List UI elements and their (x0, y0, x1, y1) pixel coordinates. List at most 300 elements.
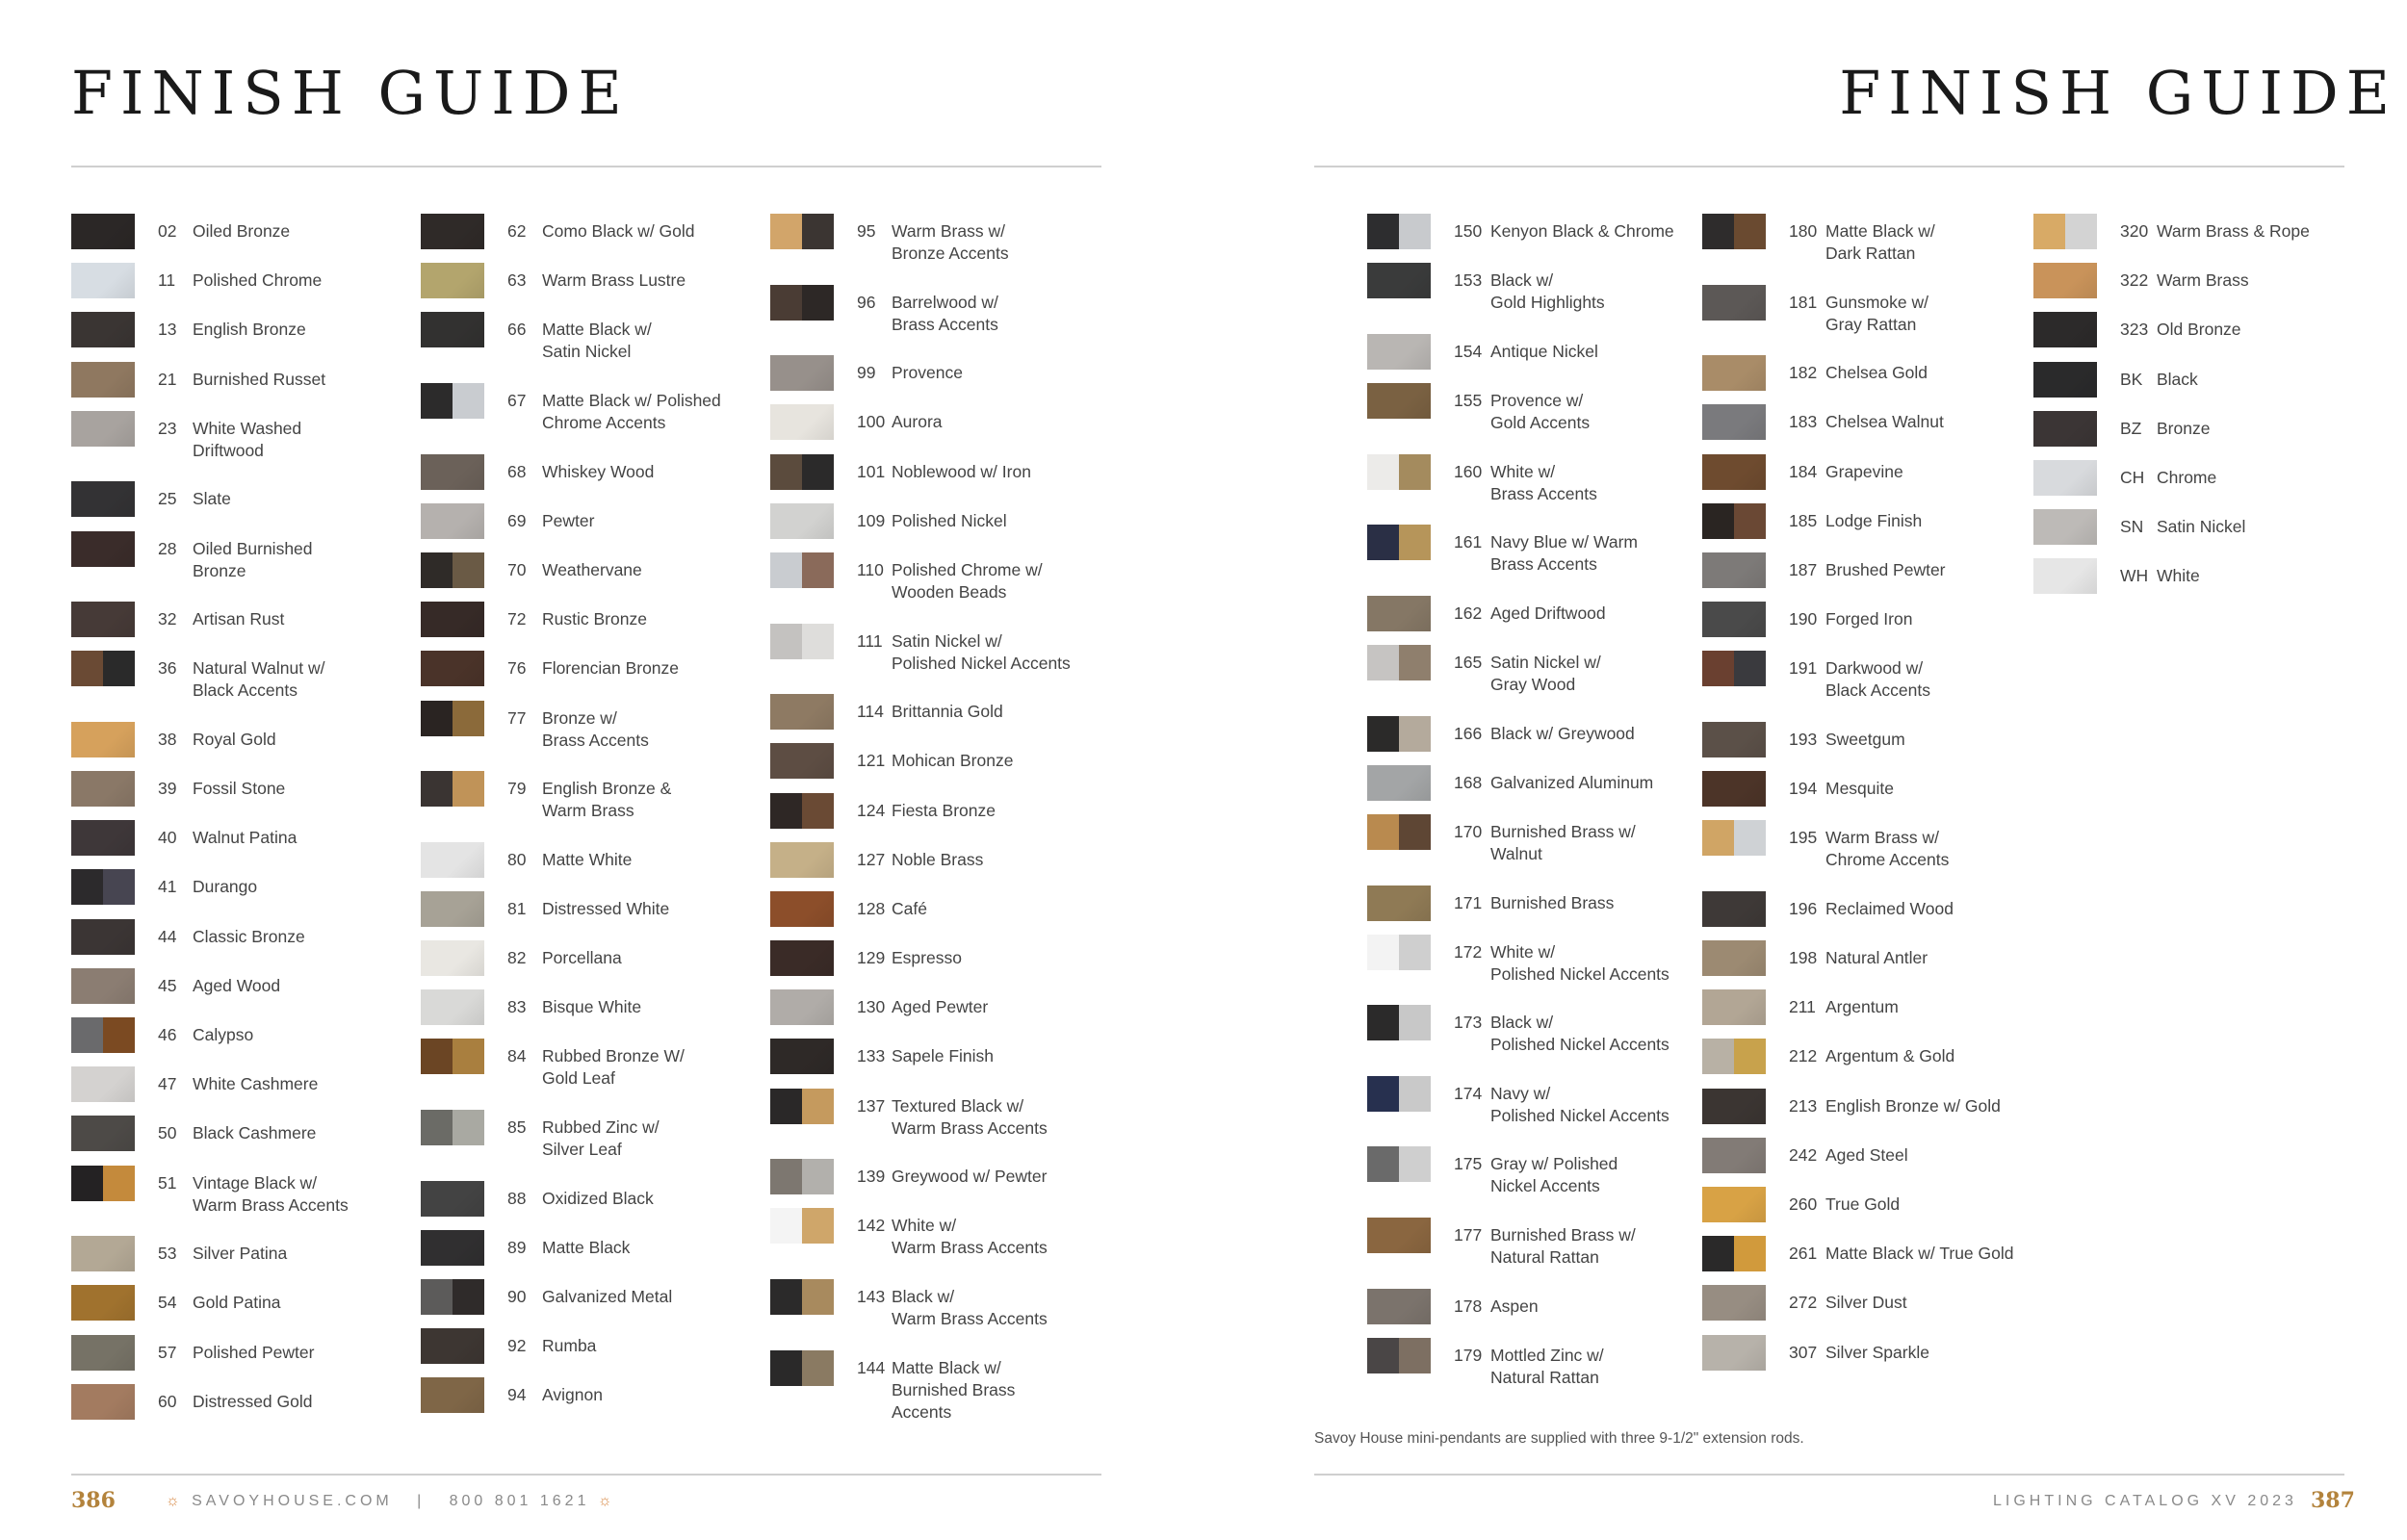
footer-rule (1314, 1474, 2344, 1476)
finish-label: English Bronze w/ Gold (1825, 1095, 2001, 1116)
finish-item (421, 940, 721, 989)
finish-code: 181 (1789, 292, 1818, 312)
finish-swatch (421, 454, 484, 490)
finish-swatch (421, 602, 484, 637)
finish-label: Distressed White (542, 898, 670, 918)
finish-code: 82 (507, 948, 527, 968)
finish-code: WH (2120, 566, 2149, 586)
finish-swatch (770, 940, 834, 976)
finish-swatch (770, 214, 834, 249)
finish-swatch (421, 552, 484, 588)
finish-code: 211 (1789, 997, 1816, 1017)
finish-item (71, 820, 349, 869)
finish-swatch (1702, 1138, 1766, 1173)
finish-item (770, 1159, 1071, 1208)
finish-swatch (71, 722, 135, 757)
finish-swatch (421, 651, 484, 686)
finish-code: 62 (507, 221, 527, 241)
finish-swatch (770, 694, 834, 730)
finish-code: 160 (1454, 461, 1483, 481)
finish-code: 194 (1789, 779, 1818, 799)
finish-item (770, 1350, 1071, 1444)
finish-code: 193 (1789, 729, 1818, 749)
finish-swatch (71, 362, 135, 398)
finish-item (1702, 602, 2014, 651)
finish-label: Vintage Black w/ Warm Brass Accents (193, 1172, 349, 1215)
finish-item (2033, 460, 2310, 509)
finish-item (770, 842, 1071, 891)
finish-code: 307 (1789, 1342, 1818, 1362)
finish-code: 96 (857, 292, 876, 312)
finish-code: 175 (1454, 1154, 1483, 1174)
finish-label: Pewter (542, 510, 595, 530)
finish-swatch (1367, 1289, 1431, 1324)
finish-code: 36 (158, 658, 177, 679)
finish-code: 187 (1789, 559, 1818, 579)
finish-swatch (2033, 263, 2097, 298)
finish-item (1702, 285, 2014, 356)
finish-label: Chelsea Walnut (1825, 412, 1944, 432)
finish-item (2033, 214, 2310, 263)
finish-code: 150 (1454, 221, 1483, 241)
finish-label: Aged Wood (193, 975, 281, 995)
finish-label: Navy w/ Polished Nickel Accents (1490, 1083, 1669, 1125)
finish-code: 213 (1789, 1095, 1818, 1116)
finish-swatch (770, 891, 834, 927)
finish-item (1367, 1005, 1674, 1076)
finish-label: Polished Nickel (892, 510, 1007, 530)
finish-swatch (1702, 1335, 1766, 1371)
finish-label: Espresso (892, 948, 962, 968)
finish-item (770, 214, 1071, 285)
finish-swatch (770, 743, 834, 779)
finish-label: Silver Dust (1825, 1293, 1907, 1313)
finish-item (1702, 552, 2014, 602)
finish-code: 162 (1454, 603, 1483, 623)
finish-item (421, 1181, 721, 1230)
finish-swatch (770, 355, 834, 391)
finish-item (421, 1328, 721, 1377)
finish-label: Burnished Brass (1490, 892, 1615, 912)
finish-swatch (770, 503, 834, 539)
finish-swatch (421, 989, 484, 1025)
finish-swatch (71, 1384, 135, 1420)
finish-code: 70 (507, 559, 527, 579)
finish-swatch (71, 214, 135, 249)
finish-item (71, 602, 349, 651)
finish-label: White Washed Driftwood (193, 418, 302, 460)
finish-label: Matte Black (542, 1237, 631, 1257)
finish-swatch (770, 1039, 834, 1074)
finish-label: Darkwood w/ Black Accents (1825, 658, 1930, 701)
finish-swatch (1702, 891, 1766, 927)
finish-label: Antique Nickel (1490, 341, 1598, 361)
finish-item (71, 1066, 349, 1116)
finish-item (770, 1089, 1071, 1160)
finish-label: Fiesta Bronze (892, 800, 996, 820)
finish-code: 63 (507, 270, 527, 291)
finish-swatch (71, 820, 135, 856)
finish-item (770, 285, 1071, 356)
finish-swatch (1702, 285, 1766, 321)
finish-item (770, 624, 1071, 695)
finish-code: 154 (1454, 341, 1483, 361)
finish-item (1367, 1338, 1674, 1409)
finish-label: Distressed Gold (193, 1391, 313, 1411)
finish-swatch (1367, 596, 1431, 631)
finish-item (1367, 1289, 1674, 1338)
finish-code: 81 (507, 898, 527, 918)
finish-label: Burnished Brass w/ Walnut (1490, 821, 1636, 863)
finish-label: English Bronze & Warm Brass (542, 779, 672, 821)
finish-item (2033, 312, 2310, 361)
footer-contact (166, 1493, 616, 1510)
finish-code: 44 (158, 926, 177, 946)
finish-label: Black w/ Greywood (1490, 723, 1635, 743)
finish-label: Aged Pewter (892, 997, 989, 1017)
finish-item (2033, 263, 2310, 312)
finish-label: Artisan Rust (193, 609, 285, 629)
finish-code: 168 (1454, 772, 1483, 792)
finish-label: Matte Black w/ Dark Rattan (1825, 221, 1935, 263)
finish-swatch (71, 1066, 135, 1102)
finish-code: 272 (1789, 1293, 1818, 1313)
finish-label: Warm Brass w/ Bronze Accents (892, 221, 1009, 263)
finish-code: 85 (507, 1117, 527, 1138)
finish-swatch (2033, 214, 2097, 249)
finish-swatch (421, 1230, 484, 1266)
finish-item (421, 214, 721, 263)
finish-code: 84 (507, 1046, 527, 1066)
finish-swatch (1367, 263, 1431, 298)
finish-label: Gunsmoke w/ Gray Rattan (1825, 292, 1928, 334)
finish-item (421, 651, 721, 700)
finish-swatch (2033, 460, 2097, 496)
finish-code: 190 (1789, 609, 1818, 629)
finish-item (421, 312, 721, 383)
finish-item (71, 1017, 349, 1066)
finish-code: 242 (1789, 1144, 1818, 1165)
finish-label: Matte White (542, 849, 633, 869)
finish-code: 54 (158, 1293, 177, 1313)
finish-swatch (421, 1181, 484, 1217)
finish-swatch (1702, 503, 1766, 539)
finish-swatch (421, 1377, 484, 1413)
finish-swatch (1702, 1089, 1766, 1124)
finish-label: Natural Walnut w/ Black Accents (193, 658, 325, 701)
finish-code: 170 (1454, 821, 1483, 841)
finish-item (71, 1335, 349, 1384)
finish-label: Bronze w/ Brass Accents (542, 707, 649, 750)
finish-label: Greywood w/ Pewter (892, 1167, 1048, 1187)
finish-item (71, 531, 349, 603)
finish-code: CH (2120, 467, 2145, 487)
finish-swatch (770, 1208, 834, 1244)
finish-code: 46 (158, 1025, 177, 1045)
finish-swatch (71, 531, 135, 567)
finish-item (1367, 596, 1674, 645)
finish-swatch (1702, 552, 1766, 588)
finish-item (421, 1110, 721, 1181)
finish-swatch (421, 263, 484, 298)
finish-code: 129 (857, 948, 886, 968)
finish-code: 212 (1789, 1046, 1818, 1066)
finish-code: 25 (158, 489, 177, 509)
finish-item (71, 1384, 349, 1433)
finish-code: BZ (2120, 418, 2142, 438)
finish-item (1367, 886, 1674, 935)
finish-item (1702, 503, 2014, 552)
finish-code: 196 (1789, 898, 1818, 918)
finish-swatch (1702, 820, 1766, 856)
finish-label: Mesquite (1825, 779, 1895, 799)
finish-label: Burnished Brass w/ Natural Rattan (1490, 1225, 1636, 1268)
finish-label: Argentum & Gold (1825, 1046, 1955, 1066)
finish-swatch (71, 1285, 135, 1321)
finish-label: Forged Iron (1825, 609, 1913, 629)
finish-label: Satin Nickel (2157, 517, 2246, 537)
finish-label: Bisque White (542, 997, 642, 1017)
finish-item (770, 743, 1071, 792)
finish-code: 41 (158, 877, 177, 897)
finish-label: Black Cashmere (193, 1123, 317, 1143)
finish-label: English Bronze (193, 320, 306, 340)
finish-item (1702, 1039, 2014, 1088)
finish-swatch (421, 1110, 484, 1145)
finish-swatch (770, 1159, 834, 1194)
finish-label: Matte Black w/ Burnished Brass Accents (892, 1357, 1016, 1422)
finish-label: Gold Patina (193, 1293, 281, 1313)
finish-swatch (1702, 1187, 1766, 1222)
finish-label: Warm Brass & Rope (2157, 221, 2310, 241)
finish-item (421, 771, 721, 842)
footnote: Savoy House mini-pendants are supplied with three 9-1/2" extension rods. (1314, 1430, 1804, 1447)
finish-code: 322 (2120, 270, 2149, 291)
finish-label: Galvanized Metal (542, 1287, 673, 1306)
finish-code: 28 (158, 538, 177, 558)
finish-code: 165 (1454, 652, 1483, 672)
finish-swatch (770, 1350, 834, 1386)
finish-code: 261 (1789, 1244, 1818, 1264)
finish-label: Matte Black w/ True Gold (1825, 1244, 2014, 1264)
finish-label: Satin Nickel w/ Polished Nickel Accents (892, 630, 1071, 673)
finish-item (1702, 989, 2014, 1039)
finish-swatch (1367, 645, 1431, 680)
finish-code: 153 (1454, 270, 1483, 291)
finish-label: Café (892, 898, 927, 918)
finish-label: Provence w/ Gold Accents (1490, 390, 1591, 432)
finish-swatch (1702, 404, 1766, 440)
finish-item (421, 454, 721, 503)
finish-label: Warm Brass Lustre (542, 270, 686, 291)
finish-swatch (71, 411, 135, 447)
finish-swatch (1702, 651, 1766, 686)
finish-item (1702, 1335, 2014, 1384)
finish-item (71, 411, 349, 482)
finish-code: 38 (158, 729, 177, 749)
finish-column-2 (421, 214, 721, 1427)
page-right (1204, 0, 2407, 1540)
finish-item (71, 968, 349, 1017)
finish-label: Rustic Bronze (542, 609, 647, 629)
finish-code: 127 (857, 849, 886, 869)
finish-label: Rumba (542, 1336, 597, 1356)
finish-label: Matte Black w/ Polished Chrome Accents (542, 390, 721, 432)
finish-label: Polished Chrome (193, 270, 323, 291)
finish-column-1 (71, 214, 349, 1433)
finish-code: 69 (507, 510, 527, 530)
finish-swatch (1702, 602, 1766, 637)
finish-code: 130 (857, 997, 886, 1017)
finish-code: 83 (507, 997, 527, 1017)
finish-item (1367, 525, 1674, 596)
finish-code: 23 (158, 418, 177, 438)
finish-item (1702, 1187, 2014, 1236)
finish-code: 195 (1789, 828, 1818, 848)
finish-item (2033, 362, 2310, 411)
finish-item (770, 694, 1071, 743)
finish-label: Silver Sparkle (1825, 1342, 1929, 1362)
finish-label: Grapevine (1825, 461, 1903, 481)
finish-code: 80 (507, 849, 527, 869)
header-rule (71, 166, 1101, 167)
finish-label: Silver Patina (193, 1244, 288, 1264)
finish-item (71, 869, 349, 918)
finish-label: Polished Pewter (193, 1342, 315, 1362)
finish-item (421, 891, 721, 940)
finish-item (71, 1116, 349, 1165)
finish-code: 77 (507, 707, 527, 728)
finish-swatch (1367, 1338, 1431, 1373)
finish-item (1367, 383, 1674, 454)
finish-item (770, 891, 1071, 940)
finish-swatch (71, 919, 135, 955)
footer-rule (71, 1474, 1101, 1476)
finish-item (1702, 1089, 2014, 1138)
finish-code: 13 (158, 320, 177, 340)
finish-code: 99 (857, 363, 876, 383)
finish-item (1367, 716, 1674, 765)
finish-code: 60 (158, 1391, 177, 1411)
finish-code: 143 (857, 1287, 886, 1306)
finish-label: Royal Gold (193, 729, 276, 749)
finish-code: 111 (857, 630, 883, 651)
finish-label: Walnut Patina (193, 828, 298, 848)
finish-code: 185 (1789, 510, 1818, 530)
finish-label: Polished Chrome w/ Wooden Beads (892, 559, 1043, 602)
finish-swatch (71, 651, 135, 686)
finish-code: BK (2120, 369, 2143, 389)
finish-code: 51 (158, 1172, 177, 1193)
finish-swatch (770, 793, 834, 829)
finish-label: Black w/ Gold Highlights (1490, 270, 1605, 313)
finish-label: Oiled Bronze (193, 221, 291, 241)
finish-code: 137 (857, 1095, 886, 1116)
finish-item (1367, 454, 1674, 526)
finish-item (1702, 404, 2014, 453)
finish-label: True Gold (1825, 1194, 1901, 1214)
finish-label: Florencian Bronze (542, 658, 680, 679)
page-title: FINISH GUIDE (71, 58, 630, 128)
finish-item (421, 602, 721, 651)
finish-code: 166 (1454, 723, 1483, 743)
finish-code: 155 (1454, 390, 1483, 410)
finish-label: Lodge Finish (1825, 510, 1923, 530)
finish-code: 128 (857, 898, 886, 918)
page-title: FINISH GUIDE (1839, 58, 2397, 128)
finish-code: 171 (1454, 892, 1483, 912)
finish-item (1367, 765, 1674, 814)
finish-label: White (2157, 566, 2200, 586)
finish-item (1702, 1138, 2014, 1187)
finish-item (71, 481, 349, 530)
finish-swatch (1702, 771, 1766, 807)
finish-code: 184 (1789, 461, 1818, 481)
finish-label: White w/ Warm Brass Accents (892, 1216, 1048, 1258)
finish-code: 50 (158, 1123, 177, 1143)
finish-label: Old Bronze (2157, 320, 2241, 340)
finish-code: 174 (1454, 1083, 1483, 1103)
finish-swatch (770, 454, 834, 490)
finish-label: Black w/ Warm Brass Accents (892, 1287, 1048, 1328)
finish-swatch (770, 624, 834, 659)
finish-code: 45 (158, 975, 177, 995)
finish-swatch (421, 842, 484, 878)
finish-swatch (770, 989, 834, 1025)
finish-item (421, 842, 721, 891)
finish-code: 79 (507, 779, 527, 799)
finish-swatch (71, 602, 135, 637)
finish-item (1367, 1218, 1674, 1289)
finish-label: Como Black w/ Gold (542, 221, 695, 241)
finish-swatch (2033, 509, 2097, 545)
finish-swatch (71, 481, 135, 517)
finish-item (1367, 645, 1674, 716)
finish-item (71, 214, 349, 263)
finish-item (71, 362, 349, 411)
finish-item (71, 919, 349, 968)
finish-code: 100 (857, 412, 886, 432)
finish-code: 172 (1454, 941, 1483, 962)
sun-icon: ☼ (597, 1493, 616, 1509)
finish-swatch (421, 503, 484, 539)
finish-label: Rubbed Bronze W/ Gold Leaf (542, 1046, 685, 1089)
finish-swatch (1702, 355, 1766, 391)
finish-swatch (421, 940, 484, 976)
finish-item (421, 701, 721, 772)
finish-item (770, 989, 1071, 1039)
finish-label: Noblewood w/ Iron (892, 461, 1031, 481)
finish-code: 47 (158, 1074, 177, 1094)
finish-item (1702, 771, 2014, 820)
finish-item (71, 1285, 349, 1334)
finish-code: 109 (857, 510, 886, 530)
finish-item (770, 454, 1071, 503)
finish-code: 21 (158, 369, 177, 389)
finish-swatch (1367, 1076, 1431, 1112)
finish-item (770, 1279, 1071, 1350)
finish-item (421, 1039, 721, 1110)
finish-code: 110 (857, 559, 884, 579)
finish-code: 198 (1789, 948, 1818, 968)
page-number: 387 (2311, 1488, 2355, 1513)
finish-swatch (1367, 886, 1431, 921)
finish-code: 76 (507, 658, 527, 679)
finish-item (71, 722, 349, 771)
finish-label: Black w/ Polished Nickel Accents (1490, 1013, 1669, 1055)
finish-code: 320 (2120, 221, 2149, 241)
finish-column-3 (770, 214, 1071, 1443)
